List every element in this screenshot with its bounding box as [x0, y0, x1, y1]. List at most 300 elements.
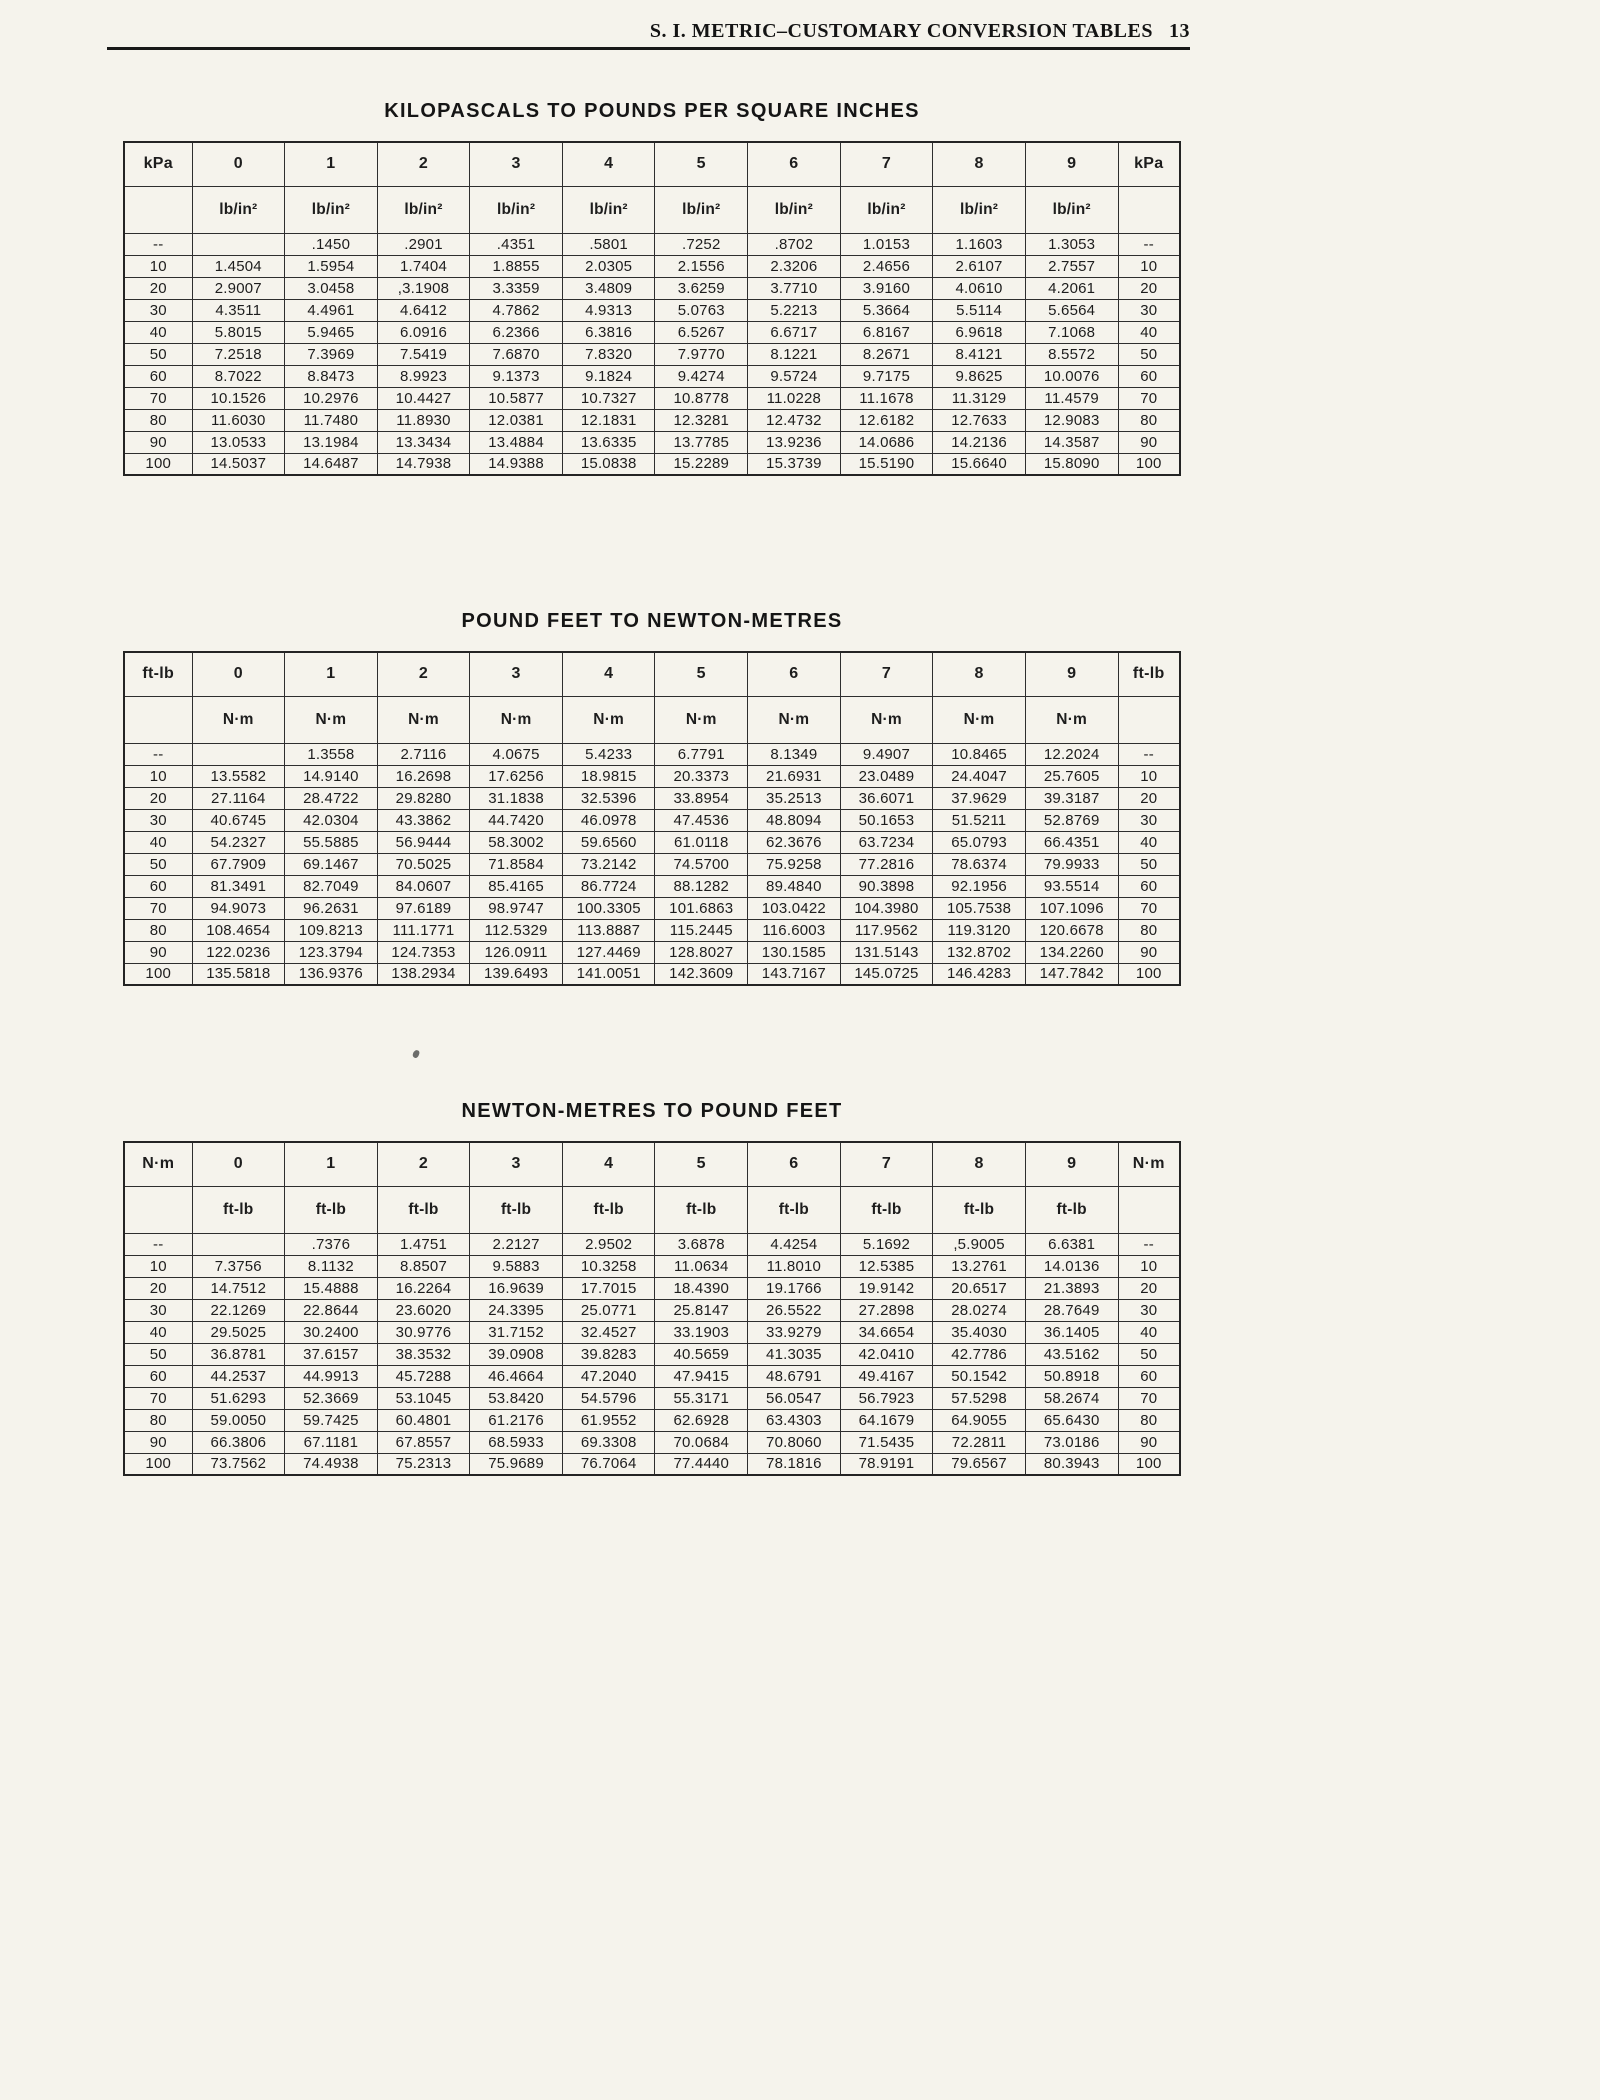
value-cell: 14.6487 — [285, 453, 378, 475]
value-cell: 97.6189 — [377, 897, 470, 919]
units-blank-cell — [124, 186, 192, 233]
value-cell: 4.3511 — [192, 299, 285, 321]
value-cell: 55.5885 — [285, 831, 378, 853]
unit-cell: N·m — [1025, 696, 1118, 743]
value-cell: 57.5298 — [933, 1387, 1026, 1409]
row-label: 80 — [1118, 409, 1180, 431]
value-cell: 33.8954 — [655, 787, 748, 809]
value-cell: 6.2366 — [470, 321, 563, 343]
value-cell: 12.2024 — [1025, 743, 1118, 765]
units-blank-cell — [1118, 186, 1180, 233]
value-cell: 79.6567 — [933, 1453, 1026, 1475]
row-label: 40 — [1118, 1321, 1180, 1343]
value-cell: 50.1542 — [933, 1365, 1026, 1387]
value-cell: 75.9258 — [748, 853, 841, 875]
value-cell: 2.9502 — [562, 1233, 655, 1255]
col-header-3: 3 — [470, 1142, 563, 1186]
value-cell: 116.6003 — [748, 919, 841, 941]
table-title-pound-feet-to-newton-metres: POUND FEET TO NEWTON-METRES — [461, 610, 843, 632]
value-cell: 6.7791 — [655, 743, 748, 765]
row-label: 20 — [124, 787, 192, 809]
value-cell: 123.3794 — [285, 941, 378, 963]
row-label: 10 — [1118, 1255, 1180, 1277]
value-cell: 119.3120 — [933, 919, 1026, 941]
value-cell: 100.3305 — [562, 897, 655, 919]
value-cell: 47.2040 — [562, 1365, 655, 1387]
data-row — [124, 1233, 1180, 1255]
unit-label-corner: ft-lb — [124, 652, 192, 696]
value-cell: 12.7633 — [933, 409, 1026, 431]
value-cell: 53.8420 — [470, 1387, 563, 1409]
value-cell: 72.2811 — [933, 1431, 1026, 1453]
value-cell: 31.7152 — [470, 1321, 563, 1343]
value-cell: 13.0533 — [192, 431, 285, 453]
value-cell: 44.7420 — [470, 809, 563, 831]
value-cell: 1.0153 — [840, 233, 933, 255]
value-cell: 2.9007 — [192, 277, 285, 299]
row-label: 80 — [1118, 919, 1180, 941]
units-blank-cell — [1118, 696, 1180, 743]
value-cell: 10.4427 — [377, 387, 470, 409]
data-row — [124, 343, 1180, 365]
col-header-7: 7 — [840, 1142, 933, 1186]
data-row — [124, 387, 1180, 409]
value-cell: 13.2761 — [933, 1255, 1026, 1277]
value-cell: 22.1269 — [192, 1299, 285, 1321]
col-header-5: 5 — [655, 652, 748, 696]
value-cell: 10.7327 — [562, 387, 655, 409]
unit-cell: ft-lb — [192, 1186, 285, 1233]
value-cell: 14.9140 — [285, 765, 378, 787]
value-cell: 5.3664 — [840, 299, 933, 321]
value-cell: 3.0458 — [285, 277, 378, 299]
col-header-6: 6 — [748, 142, 841, 186]
value-cell: 136.9376 — [285, 963, 378, 985]
value-cell: 9.5724 — [748, 365, 841, 387]
value-cell: 4.6412 — [377, 299, 470, 321]
value-cell: 7.3756 — [192, 1255, 285, 1277]
value-cell: 56.9444 — [377, 831, 470, 853]
col-header-6: 6 — [748, 1142, 841, 1186]
value-cell: 77.4440 — [655, 1453, 748, 1475]
data-row — [124, 963, 1180, 985]
unit-cell: ft-lb — [748, 1186, 841, 1233]
value-cell: 54.2327 — [192, 831, 285, 853]
value-cell: 1.4751 — [377, 1233, 470, 1255]
value-cell: 78.1816 — [748, 1453, 841, 1475]
value-cell: 61.0118 — [655, 831, 748, 853]
unit-cell: ft-lb — [933, 1186, 1026, 1233]
value-cell: 69.1467 — [285, 853, 378, 875]
value-cell: 42.0304 — [285, 809, 378, 831]
value-cell: 3.7710 — [748, 277, 841, 299]
col-header-8: 8 — [933, 142, 1026, 186]
value-cell: 14.2136 — [933, 431, 1026, 453]
value-cell: 8.1132 — [285, 1255, 378, 1277]
value-cell: 5.0763 — [655, 299, 748, 321]
value-cell: 6.8167 — [840, 321, 933, 343]
value-cell: 10.8778 — [655, 387, 748, 409]
value-cell: 115.2445 — [655, 919, 748, 941]
value-cell: 42.0410 — [840, 1343, 933, 1365]
row-label: -- — [124, 743, 192, 765]
unit-cell: lb/in² — [377, 186, 470, 233]
value-cell: 113.8887 — [562, 919, 655, 941]
value-cell: 142.3609 — [655, 963, 748, 985]
value-cell: 38.3532 — [377, 1343, 470, 1365]
value-cell: 11.8930 — [377, 409, 470, 431]
col-header-4: 4 — [562, 1142, 655, 1186]
value-cell: 69.3308 — [562, 1431, 655, 1453]
data-row — [124, 1409, 1180, 1431]
row-label: 70 — [124, 1387, 192, 1409]
value-cell: 17.6256 — [470, 765, 563, 787]
row-label: -- — [1118, 743, 1180, 765]
value-cell: 13.6335 — [562, 431, 655, 453]
row-label: 20 — [1118, 787, 1180, 809]
value-cell: 19.1766 — [748, 1277, 841, 1299]
value-cell: 70.8060 — [748, 1431, 841, 1453]
value-cell: 1.3558 — [285, 743, 378, 765]
row-label: 30 — [124, 299, 192, 321]
value-cell: 138.2934 — [377, 963, 470, 985]
units-row — [124, 1186, 1180, 1233]
unit-cell: ft-lb — [377, 1186, 470, 1233]
value-cell: 27.1164 — [192, 787, 285, 809]
value-cell: 11.7480 — [285, 409, 378, 431]
value-cell: 8.2671 — [840, 343, 933, 365]
units-blank-cell — [1118, 1186, 1180, 1233]
value-cell: 134.2260 — [1025, 941, 1118, 963]
running-head — [110, 20, 1190, 43]
unit-cell: lb/in² — [562, 186, 655, 233]
value-cell: 7.9770 — [655, 343, 748, 365]
value-cell: 2.3206 — [748, 255, 841, 277]
value-cell: 19.9142 — [840, 1277, 933, 1299]
value-cell: 8.8473 — [285, 365, 378, 387]
col-header-4: 4 — [562, 652, 655, 696]
value-cell: 141.0051 — [562, 963, 655, 985]
value-cell: 30.2400 — [285, 1321, 378, 1343]
value-cell: 25.7605 — [1025, 765, 1118, 787]
value-cell: 33.1903 — [655, 1321, 748, 1343]
value-cell: 3.6878 — [655, 1233, 748, 1255]
row-label: 10 — [124, 1255, 192, 1277]
row-label: 70 — [1118, 1387, 1180, 1409]
value-cell: 15.2289 — [655, 453, 748, 475]
units-row — [124, 186, 1180, 233]
row-label: 30 — [124, 809, 192, 831]
value-cell: 78.9191 — [840, 1453, 933, 1475]
value-cell: 28.4722 — [285, 787, 378, 809]
col-header-9: 9 — [1025, 1142, 1118, 1186]
value-cell: 124.7353 — [377, 941, 470, 963]
value-cell: 3.4809 — [562, 277, 655, 299]
value-cell: 14.7512 — [192, 1277, 285, 1299]
col-header-0: 0 — [192, 1142, 285, 1186]
col-header-9: 9 — [1025, 652, 1118, 696]
value-cell: 11.6030 — [192, 409, 285, 431]
units-blank-cell — [124, 1186, 192, 1233]
value-cell: 39.0908 — [470, 1343, 563, 1365]
unit-cell: ft-lb — [285, 1186, 378, 1233]
value-cell: 31.1838 — [470, 787, 563, 809]
value-cell: 10.0076 — [1025, 365, 1118, 387]
value-cell: 44.9913 — [285, 1365, 378, 1387]
value-cell: 8.1349 — [748, 743, 841, 765]
value-cell: 77.2816 — [840, 853, 933, 875]
value-cell: 11.0228 — [748, 387, 841, 409]
value-cell: 10.2976 — [285, 387, 378, 409]
row-label: 100 — [1118, 963, 1180, 985]
header-row — [124, 652, 1180, 696]
row-label: 20 — [124, 1277, 192, 1299]
value-cell: 67.1181 — [285, 1431, 378, 1453]
value-cell: 48.6791 — [748, 1365, 841, 1387]
row-label: 40 — [1118, 831, 1180, 853]
value-cell: 82.7049 — [285, 875, 378, 897]
value-cell: 43.5162 — [1025, 1343, 1118, 1365]
value-cell: 40.6745 — [192, 809, 285, 831]
row-label: 40 — [124, 831, 192, 853]
value-cell: 50.1653 — [840, 809, 933, 831]
running-head-title: S. I. METRIC–CUSTOMARY CONVERSION TABLES — [649, 20, 1153, 42]
row-label: 10 — [1118, 765, 1180, 787]
value-cell — [192, 233, 285, 255]
value-cell: 98.9747 — [470, 897, 563, 919]
value-cell: 88.1282 — [655, 875, 748, 897]
value-cell: 58.3002 — [470, 831, 563, 853]
unit-cell: lb/in² — [192, 186, 285, 233]
value-cell: 126.0911 — [470, 941, 563, 963]
value-cell: 35.2513 — [748, 787, 841, 809]
value-cell: 5.8015 — [192, 321, 285, 343]
row-label: 50 — [124, 1343, 192, 1365]
value-cell: 84.0607 — [377, 875, 470, 897]
value-cell: 68.5933 — [470, 1431, 563, 1453]
value-cell: 4.7862 — [470, 299, 563, 321]
data-row — [124, 365, 1180, 387]
value-cell: 8.1221 — [748, 343, 841, 365]
value-cell: 14.9388 — [470, 453, 563, 475]
unit-cell: lb/in² — [1025, 186, 1118, 233]
row-label: 70 — [1118, 897, 1180, 919]
section-kilopascals-to-psi — [123, 100, 1181, 476]
value-cell: 2.0305 — [562, 255, 655, 277]
value-cell: 1.7404 — [377, 255, 470, 277]
col-header-5: 5 — [655, 142, 748, 186]
value-cell: 61.2176 — [470, 1409, 563, 1431]
value-cell: 78.6374 — [933, 853, 1026, 875]
value-cell: 10.3258 — [562, 1255, 655, 1277]
value-cell: 73.7562 — [192, 1453, 285, 1475]
col-header-6: 6 — [748, 652, 841, 696]
value-cell: 75.2313 — [377, 1453, 470, 1475]
unit-cell: N·m — [470, 696, 563, 743]
value-cell: 47.9415 — [655, 1365, 748, 1387]
value-cell: 122.0236 — [192, 941, 285, 963]
value-cell: 13.5582 — [192, 765, 285, 787]
value-cell: 135.5818 — [192, 963, 285, 985]
col-header-3: 3 — [470, 142, 563, 186]
value-cell: 37.6157 — [285, 1343, 378, 1365]
value-cell: 4.0675 — [470, 743, 563, 765]
value-cell: 36.1405 — [1025, 1321, 1118, 1343]
value-cell: 94.9073 — [192, 897, 285, 919]
value-cell: 15.0838 — [562, 453, 655, 475]
unit-cell: N·m — [840, 696, 933, 743]
row-label: 20 — [124, 277, 192, 299]
value-cell: 51.6293 — [192, 1387, 285, 1409]
row-label: 60 — [124, 365, 192, 387]
value-cell: 50.8918 — [1025, 1365, 1118, 1387]
value-cell: 20.3373 — [655, 765, 748, 787]
value-cell: 30.9776 — [377, 1321, 470, 1343]
row-label: 100 — [124, 963, 192, 985]
row-label: 30 — [1118, 299, 1180, 321]
value-cell: 55.3171 — [655, 1387, 748, 1409]
value-cell: 2.1556 — [655, 255, 748, 277]
data-row — [124, 255, 1180, 277]
col-header-2: 2 — [377, 1142, 470, 1186]
unit-cell: N·m — [192, 696, 285, 743]
value-cell: 96.2631 — [285, 897, 378, 919]
row-label: 40 — [124, 1321, 192, 1343]
value-cell: 16.2264 — [377, 1277, 470, 1299]
value-cell: 145.0725 — [840, 963, 933, 985]
value-cell: 27.2898 — [840, 1299, 933, 1321]
row-label: 10 — [124, 255, 192, 277]
value-cell: 4.4254 — [748, 1233, 841, 1255]
value-cell: 18.9815 — [562, 765, 655, 787]
section-pound-feet-to-newton-metres — [123, 610, 1181, 986]
table-pound-feet-to-newton-metres — [123, 651, 1181, 986]
data-row — [124, 1277, 1180, 1299]
value-cell: 8.4121 — [933, 343, 1026, 365]
row-label: 50 — [1118, 853, 1180, 875]
unit-cell: ft-lb — [840, 1186, 933, 1233]
value-cell: 41.3035 — [748, 1343, 841, 1365]
value-cell: 51.5211 — [933, 809, 1026, 831]
value-cell: 9.5883 — [470, 1255, 563, 1277]
value-cell: 8.8507 — [377, 1255, 470, 1277]
col-header-4: 4 — [562, 142, 655, 186]
data-row — [124, 321, 1180, 343]
value-cell: 90.3898 — [840, 875, 933, 897]
value-cell: 49.4167 — [840, 1365, 933, 1387]
value-cell: 3.9160 — [840, 277, 933, 299]
header-row — [124, 142, 1180, 186]
unit-label-corner: kPa — [1118, 142, 1180, 186]
data-row — [124, 897, 1180, 919]
value-cell: 46.4664 — [470, 1365, 563, 1387]
row-label: 90 — [124, 431, 192, 453]
value-cell: 9.4274 — [655, 365, 748, 387]
row-label: 70 — [1118, 387, 1180, 409]
value-cell: 81.3491 — [192, 875, 285, 897]
value-cell: 117.9562 — [840, 919, 933, 941]
row-label: 20 — [1118, 277, 1180, 299]
value-cell: 7.6870 — [470, 343, 563, 365]
value-cell: 5.6564 — [1025, 299, 1118, 321]
value-cell: 6.6381 — [1025, 1233, 1118, 1255]
value-cell: 40.5659 — [655, 1343, 748, 1365]
value-cell: 13.3434 — [377, 431, 470, 453]
row-label: 60 — [124, 1365, 192, 1387]
value-cell: 131.5143 — [840, 941, 933, 963]
value-cell: 66.4351 — [1025, 831, 1118, 853]
value-cell: 56.7923 — [840, 1387, 933, 1409]
value-cell: 45.7288 — [377, 1365, 470, 1387]
value-cell: 2.2127 — [470, 1233, 563, 1255]
value-cell: 8.9923 — [377, 365, 470, 387]
value-cell: 107.1096 — [1025, 897, 1118, 919]
row-label: 80 — [1118, 1409, 1180, 1431]
value-cell: 76.7064 — [562, 1453, 655, 1475]
value-cell: 73.0186 — [1025, 1431, 1118, 1453]
value-cell: 11.8010 — [748, 1255, 841, 1277]
value-cell: 6.3816 — [562, 321, 655, 343]
value-cell: 15.5190 — [840, 453, 933, 475]
value-cell: 67.7909 — [192, 853, 285, 875]
col-header-9: 9 — [1025, 142, 1118, 186]
col-header-8: 8 — [933, 1142, 1026, 1186]
col-header-2: 2 — [377, 652, 470, 696]
data-row — [124, 1453, 1180, 1475]
value-cell: 15.6640 — [933, 453, 1026, 475]
value-cell: 7.8320 — [562, 343, 655, 365]
value-cell: 101.6863 — [655, 897, 748, 919]
row-label: 90 — [124, 941, 192, 963]
value-cell: 52.3669 — [285, 1387, 378, 1409]
value-cell — [192, 743, 285, 765]
unit-label-corner: N·m — [1118, 1142, 1180, 1186]
row-label: 100 — [124, 453, 192, 475]
unit-cell: ft-lb — [1025, 1186, 1118, 1233]
value-cell: 5.2213 — [748, 299, 841, 321]
value-cell: 28.7649 — [1025, 1299, 1118, 1321]
data-row — [124, 453, 1180, 475]
value-cell: 74.5700 — [655, 853, 748, 875]
row-label: 10 — [124, 765, 192, 787]
value-cell: 59.7425 — [285, 1409, 378, 1431]
value-cell: 71.5435 — [840, 1431, 933, 1453]
value-cell: 23.0489 — [840, 765, 933, 787]
value-cell: 7.5419 — [377, 343, 470, 365]
row-label: 20 — [1118, 1277, 1180, 1299]
value-cell: 53.1045 — [377, 1387, 470, 1409]
row-label: 80 — [124, 1409, 192, 1431]
value-cell: 93.5514 — [1025, 875, 1118, 897]
row-label: 90 — [124, 1431, 192, 1453]
value-cell: 2.7116 — [377, 743, 470, 765]
data-row — [124, 809, 1180, 831]
unit-label-corner: kPa — [124, 142, 192, 186]
value-cell: 29.8280 — [377, 787, 470, 809]
row-label: 10 — [1118, 255, 1180, 277]
value-cell: 16.2698 — [377, 765, 470, 787]
row-label: 100 — [124, 1453, 192, 1475]
data-row — [124, 875, 1180, 897]
row-label: -- — [124, 233, 192, 255]
units-blank-cell — [124, 696, 192, 743]
value-cell: 42.7786 — [933, 1343, 1026, 1365]
row-label: 50 — [124, 343, 192, 365]
row-label: 60 — [1118, 1365, 1180, 1387]
value-cell: 80.3943 — [1025, 1453, 1118, 1475]
value-cell: 120.6678 — [1025, 919, 1118, 941]
row-label: 70 — [124, 897, 192, 919]
